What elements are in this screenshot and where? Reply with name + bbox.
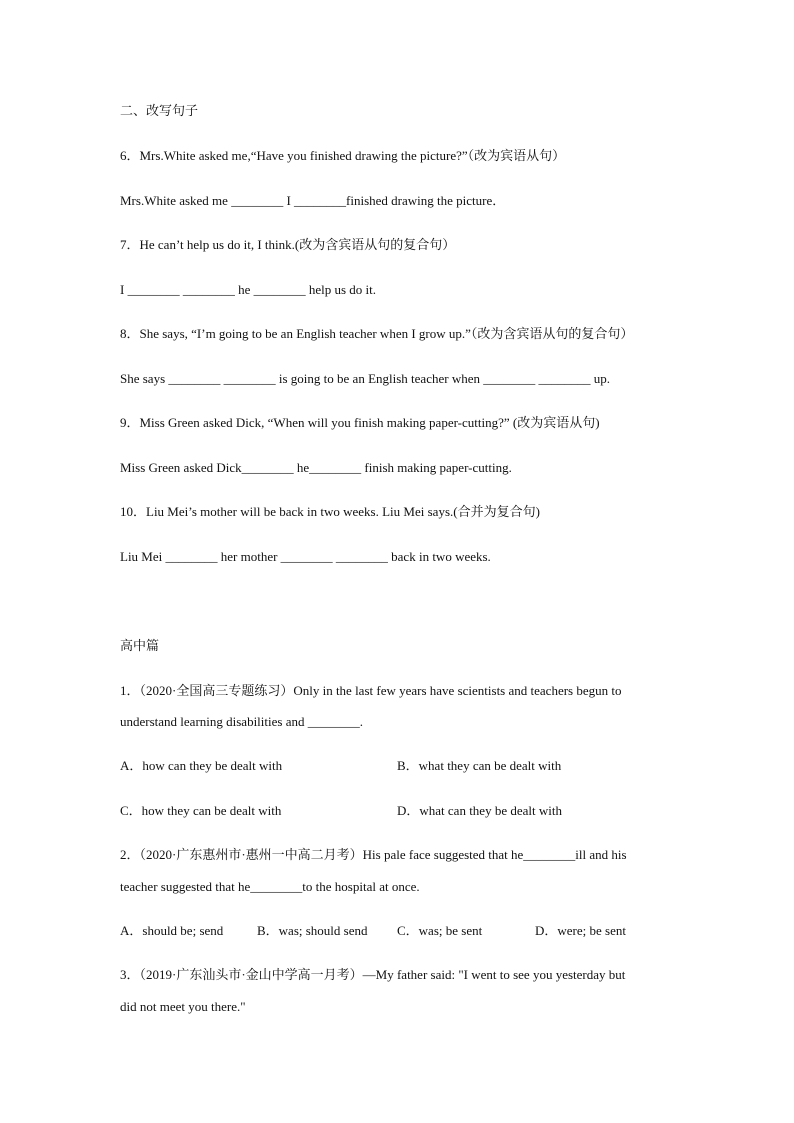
- question-9: 9．Miss Green asked Dick, “When will you finish making paper-cutting?” (改为宾语从句): [120, 415, 600, 430]
- section-heading-highschool: 高中篇: [120, 639, 160, 654]
- hs-q1-option-a: A．how can they be dealt with: [120, 758, 283, 773]
- answer-7: I ________ ________ he ________ help us do it.: [120, 282, 377, 297]
- answer-10: Liu Mei ________ her mother ________ ________ back in two weeks.: [120, 549, 491, 564]
- hs-q1-option-c: C．how they can be dealt with: [120, 803, 282, 818]
- hs-question-3-line2: did not meet you there.": [120, 999, 246, 1014]
- section-heading-rewrite: 二、改写句子: [120, 104, 199, 119]
- hs-question-3-line1: 3．（2019·广东汕头市·金山中学高一月考）—My father said: "I went to see you yesterday but: [120, 967, 626, 982]
- hs-q2-option-b: B．was; should send: [257, 923, 368, 938]
- hs-question-2-line2: teacher suggested that he________to the hospital at once.: [120, 879, 420, 894]
- hs-q2-option-d: D．were; be sent: [535, 923, 626, 938]
- hs-question-1-line1: 1．（2020·全国高三专题练习）Only in the last few years have scientists and teachers begun to: [120, 683, 622, 698]
- question-8: 8．She says, “I’m going to be an English teacher when I grow up.”（改为含宾语从句的复合句）: [120, 326, 634, 341]
- hs-q1-option-d: D．what can they be dealt with: [397, 803, 562, 818]
- question-6: 6．Mrs.White asked me,“Have you finished drawing the picture?”（改为宾语从句）: [120, 148, 566, 163]
- hs-q1-option-b: B．what they can be dealt with: [397, 758, 562, 773]
- hs-q2-option-c: C．was; be sent: [397, 923, 483, 938]
- question-10: 10．Liu Mei’s mother will be back in two weeks. Liu Mei says.(合并为复合句): [120, 504, 540, 519]
- hs-question-1-line2: understand learning disabilities and ________.: [120, 714, 363, 729]
- hs-q2-option-a: A．should be; send: [120, 923, 224, 938]
- answer-9: Miss Green asked Dick________ he________ finish making paper-cutting.: [120, 460, 512, 475]
- hs-question-2-line1: 2．（2020·广东惠州市·惠州一中高二月考）His pale face suggested that he________ill and his: [120, 847, 627, 862]
- question-7: 7．He can’t help us do it, I think.(改为含宾语从句的复合句）: [120, 237, 456, 252]
- answer-8: She says ________ ________ is going to be an English teacher when ________ ________ up.: [120, 371, 610, 386]
- answer-6: Mrs.White asked me ________ I ________finished drawing the picture．: [120, 193, 506, 208]
